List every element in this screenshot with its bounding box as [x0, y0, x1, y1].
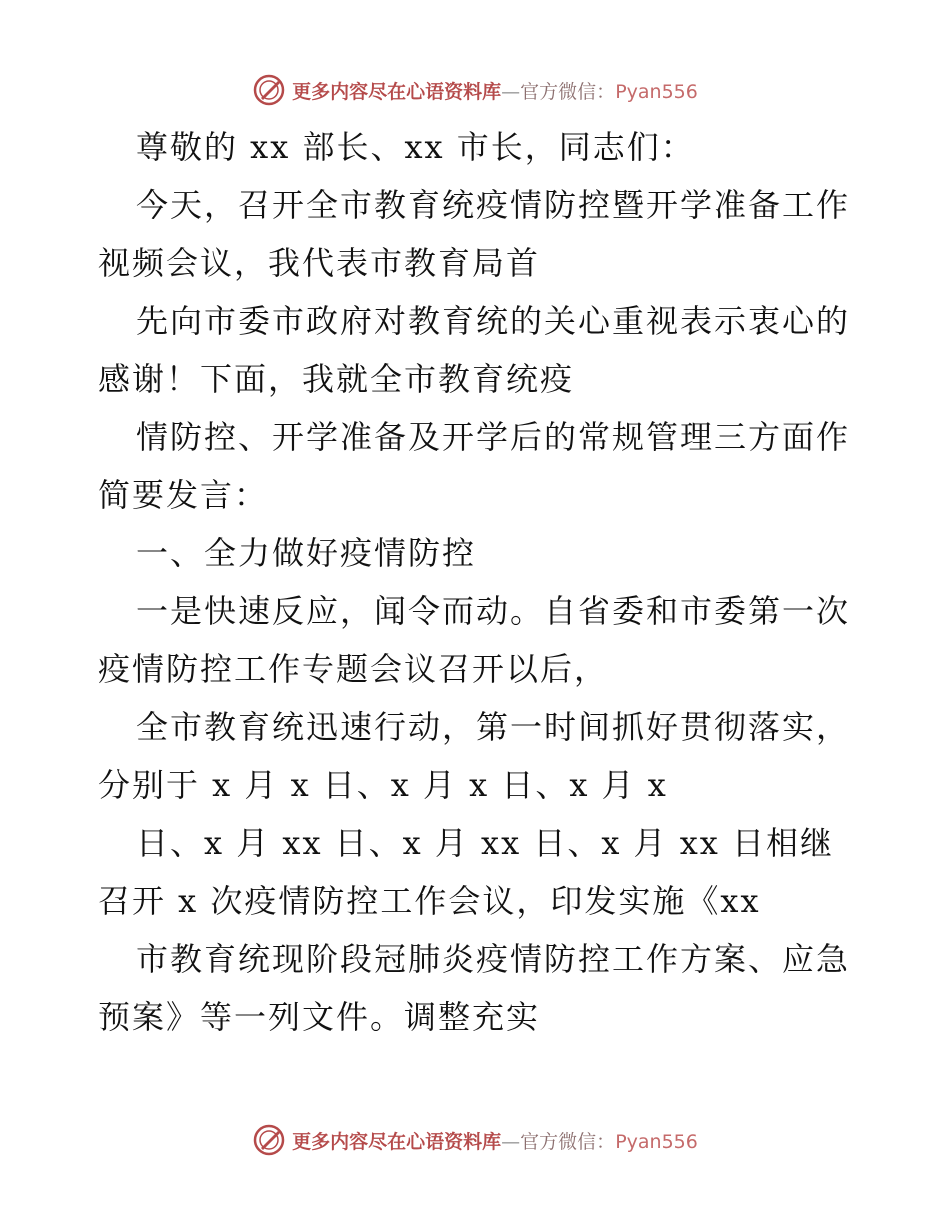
- pen-logo-icon: [252, 73, 286, 107]
- paragraph-line: 感谢！下面，我就全市教育统疫: [98, 360, 575, 398]
- header-banner: [0, 70, 950, 110]
- footer-banner: [0, 1120, 950, 1160]
- document-body: [98, 118, 858, 1046]
- pen-logo-icon: [252, 1123, 286, 1157]
- paragraph-line: 视频会议，我代表市教育局首: [98, 244, 541, 282]
- paragraph-line: 预案》等一列文件。调整充实: [98, 998, 541, 1036]
- banner-wechat-label: 官方微信：: [520, 80, 616, 103]
- paragraph-line: 疫情防控工作专题会议召开以后，: [98, 650, 609, 688]
- paragraph-line: 简要发言：: [98, 476, 269, 514]
- banner-dash: —: [501, 1130, 521, 1153]
- section-heading: 一、全力做好疫情防控: [136, 534, 477, 572]
- paragraph-line: 市教育统现阶段冠肺炎疫情防控工作方案、应急: [136, 940, 851, 978]
- paragraph-line: 今天，召开全市教育统疫情防控暨开学准备工作: [136, 186, 851, 224]
- banner-title: 更多内容尽在心语资料库: [292, 1130, 502, 1153]
- banner-text: [292, 1127, 698, 1154]
- paragraph-line: 一是快速反应，闻令而动。自省委和市委第一次: [136, 592, 851, 630]
- banner-wechat-id: Pyan556: [615, 80, 698, 103]
- salutation-line: 尊敬的 xx 部长、xx 市长，同志们：: [136, 128, 695, 166]
- paragraph-line: 召开 x 次疫情防控工作会议，印发实施《xx: [98, 882, 761, 920]
- paragraph-line: 分别于 x 月 x 日、x 月 x 日、x 月 x: [98, 766, 668, 804]
- paragraph-line: 日、x 月 xx 日、x 月 xx 日、x 月 xx 日相继: [136, 824, 834, 862]
- paragraph-line: 情防控、开学准备及开学后的常规管理三方面作: [136, 418, 851, 456]
- banner-wechat-label: 官方微信：: [520, 1130, 616, 1153]
- paragraph-line: 先向市委市政府对教育统的关心重视表示衷心的: [136, 302, 851, 340]
- paragraph-line: 全市教育统迅速行动，第一时间抓好贯彻落实，: [136, 708, 851, 746]
- banner-dash: —: [501, 80, 521, 103]
- banner-title: 更多内容尽在心语资料库: [292, 80, 502, 103]
- banner-wechat-id: Pyan556: [615, 1130, 698, 1153]
- banner-text: [292, 77, 698, 104]
